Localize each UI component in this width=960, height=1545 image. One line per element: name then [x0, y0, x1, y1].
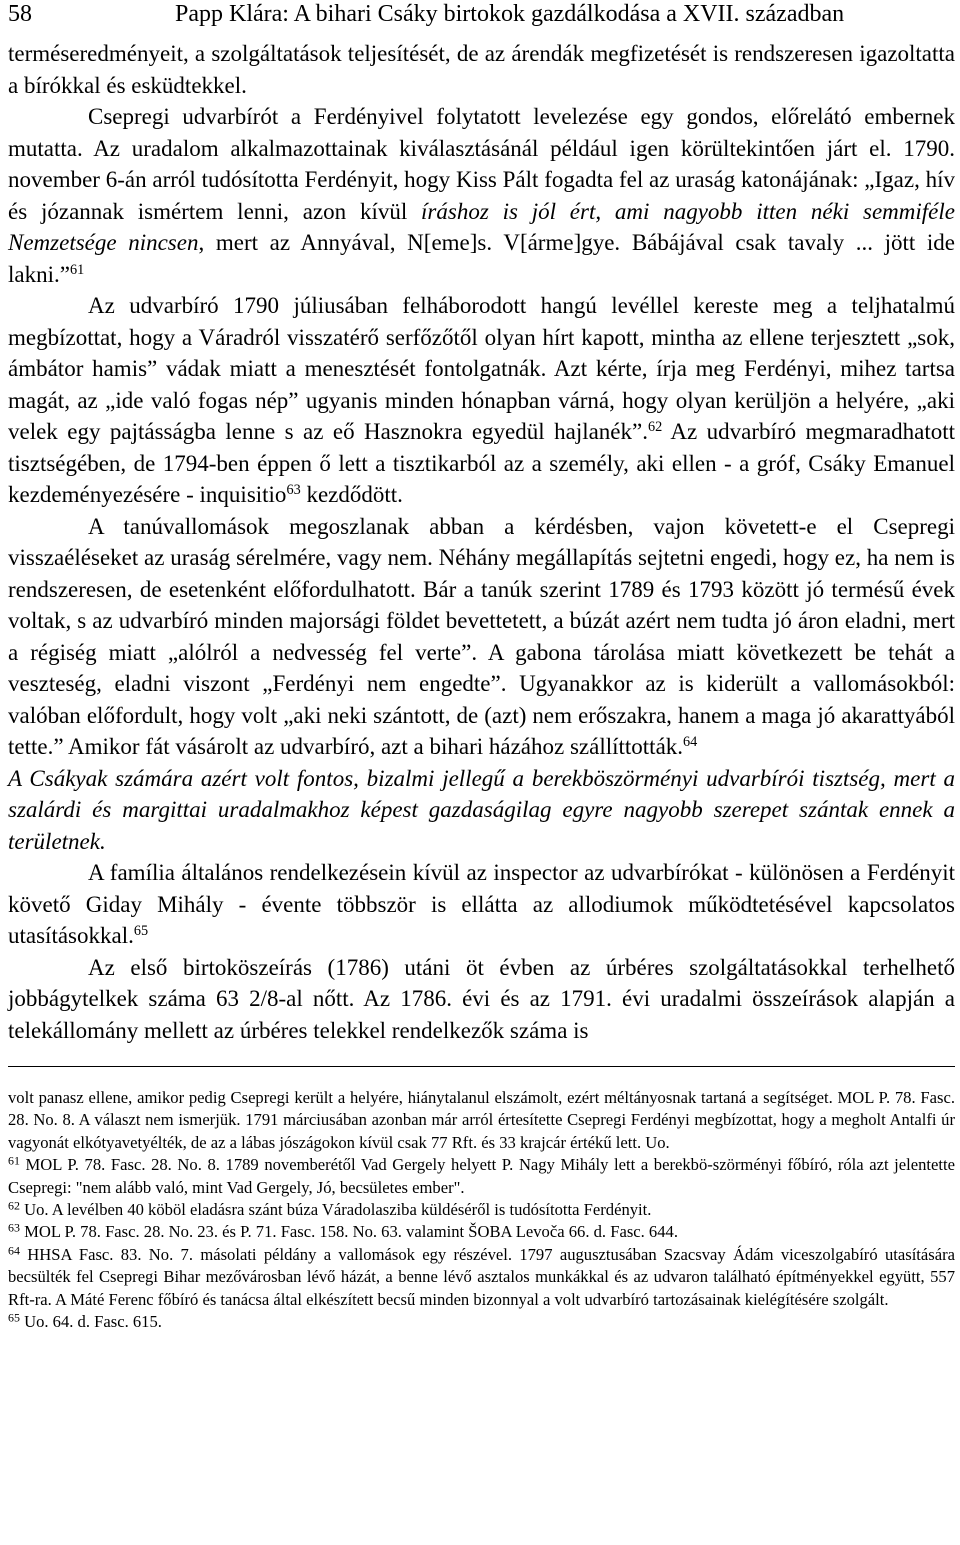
paragraph [8, 101, 955, 290]
footnote-ref[interactable]: 61 [69, 261, 85, 278]
footnote-continuation: volt panasz ellene, amikor pedig Csepregi került a helyére, hiánytalanul elszámolt, ezért méltányosnak tartaná a segítséget. MOL P. 78. Fasc. 28. No. 8. A választ nem ismerjük. 1791 márciusában azonban már arról értesítette Csepregi Ferdényi megbízottat, hogy a megholt Antalfi úr vagyonát elkótyavetyélték, de az a lábas jószágokon kívül csak 77 Rft. és 33 krajcár értékű lett. Uo. [8, 1088, 955, 1152]
footnote-ref[interactable]: 65 [133, 923, 149, 940]
paragraph [8, 511, 955, 763]
footnote-text: HHSA Fasc. 83. No. 7. másolati példány a vallomások egy részével. 1797 augusztusában Szacsvay Ádám viceszolgabíró utasítására becsülték fel Csepregi Bihar mezővárosban lévő házát, a benne lévő asztalos munkákkal és az udvaron található építményekkel együtt, 557 Rft-ra. A Máté Ferenc főbíró és tanácsa által elkészített becsű minden bizonnyal a volt udvarbíró tartozásainak kielégítésére szolgált. [8, 1244, 955, 1309]
document-page [8, 0, 955, 1333]
footnote-separator [8, 1066, 955, 1067]
text-run: Az udvarbíró 1790 júliusában felháborodott hangú levéllel kereste meg a teljhatalmú megbízottat, hogy a Váradról visszatérő serfőzőtől olyan hírt kapott, mintha az ellene terjesztett „sok, ámbátor hamis” vádak miatt a menesztését fontolgatnák. Azt kérte, írja meg Ferdényi, mihez tartsa magát, az „ide való fogas nép” ugyanis minden hónapban várná, hogy olyan kerüljön a helyére, „aki velek egy pajtásságba lenne s az eő Hasznokra egyedül hajlanék”. [8, 293, 955, 444]
footnote-number: 62 [8, 1198, 20, 1213]
page-number: 58 [8, 1, 32, 27]
footnote-text: MOL P. 78. Fasc. 28. No. 23. és P. 71. Fasc. 158. No. 63. valamint ŠOBA Levoča 66. d. Fasc. 644. [19, 1222, 678, 1242]
footnotes [8, 1087, 955, 1333]
paragraph [8, 857, 955, 952]
page-header [8, 0, 955, 30]
footnote-text: Uo. 64. d. Fasc. 615. [19, 1312, 162, 1332]
text-run: A família általános rendelkezésein kívül az inspector az udvarbírókat - különösen a Ferdényit követő Giday Mihály - évente többször is ellátta az allodiumok működtetésével kapcsolatos utasításokkal. [8, 860, 955, 948]
paragraph: terméseredményeit, a szolgáltatások teljesítését, de az árendák megfizetését is rendszeresen igazoltatta a bírókkal és esküdtekkel. [8, 41, 955, 98]
paragraph [8, 290, 955, 511]
text-run: kezdődött. [300, 482, 403, 507]
paragraph: Az első birtoköszeírás (1786) utáni öt évben az úrbéres szolgáltatásokkal terhelhető jobbágytelkek száma 63 2/8-al nőtt. Az 1786. évi és az 1791. évi uradalmi összeírások alapján a telekállomány mellett az úrbéres telekkel rendelkezők száma is [8, 954, 955, 1043]
italic-text: A Csákyak számára azért volt fontos, bizalmi jellegű a berekböszörményi udvarbírói tisztség, mert a szalárdi és margittai uradalmakhoz képest gazdaságilag egyre nagyobb szerepet szántak ennek a területnek. [8, 765, 955, 854]
footnote-ref[interactable]: 62 [647, 419, 663, 436]
footnote-65 [8, 1311, 955, 1333]
footnote-number: 61 [8, 1153, 20, 1168]
running-title: Papp Klára: A bihari Csáky birtokok gazdálkodása a XVII. században [175, 1, 845, 27]
footnote-63 [8, 1221, 955, 1243]
footnote-62 [8, 1199, 955, 1221]
footnote-ref[interactable]: 64 [683, 734, 698, 751]
footnote-number: 63 [8, 1221, 20, 1236]
footnote-text: MOL P. 78. Fasc. 28. No. 8. 1789 novemberétől Vad Gergely helyett P. Nagy Mihály lett a berekbö-szörményi főbíró, róla azt jelentette Csepregi: "nem alább való, mint Vad Gergely, Jó, becsületes ember". [8, 1155, 955, 1197]
footnote-number: 65 [8, 1310, 20, 1325]
footnote-ref[interactable]: 63 [286, 482, 301, 499]
footnote-61 [8, 1154, 955, 1199]
text-run: Az udvarbíró megmaradhatott tisztségében, de 1794-ben éppen ő lett a tisztikarból az a személy, aki ellen - a gróf, Csáky Emanuel kezdeményezésére - inquisitio [8, 419, 955, 507]
paragraph-italic [8, 763, 955, 858]
text-run: Csepregi udvarbírót a Ferdényivel folytatott levelezése egy gondos, előrelátó embernek mutatta. Az uradalom alkalmazottainak kiválasztásánál például igen körültekintően járt el. 1790. november 6-án arról tudósította Ferdényit, hogy Kiss Pált fogadta fel az uraság katonájának: „Igaz, hív és józannak ismértem lenni, azon kívül [8, 104, 955, 224]
text-run: , mert az Annyával, N[eme]s. V[árme]gye. Bábájával csak tavaly ... jött ide lakni.” [8, 230, 955, 287]
footnote-number: 64 [8, 1243, 20, 1258]
footnote-64 [8, 1244, 955, 1311]
italic-quote: íráshoz is jól ért, ami nagyobb itten néki semmiféle Nemzetsége nincsen [8, 198, 955, 255]
footnote-text: Uo. A levélben 40 köböl eladásra szánt búza Váradolasziba küldéséről is tudósította Ferdényit. [19, 1200, 652, 1220]
text-run: A tanúvallomások megoszlanak abban a kérdésben, vajon követett-e el Csepregi visszaéléseket az uraság sérelmére, vagy nem. Néhány megállapítás sejtetni engedi, hogy ez, ha nem is rendszeresen, de esetenként előfordulhatott. Bár a tanúk szerint 1789 és 1793 között jó termésű évek voltak, s az udvarbíró minden majorsági földet bevettetett, a búzát azért nem tudta jó áron eladni, mert a régiség miatt „alólról a nedvesség fel verte”. A gabona tárolása miatt következett be tehát a veszteség, eladni viszont „Ferdényi nem engedte”. Ugyanakkor az is kiderült a vallomásokból: valóban előfordult, hogy volt „aki neki szántott, de (azt) nem erőszakra, hanem a maga jó akarattyából tette.” Amikor fát vásárolt az udvarbíró, azt a bihari házához szállíttották. [8, 513, 955, 759]
body-text [8, 38, 955, 1046]
